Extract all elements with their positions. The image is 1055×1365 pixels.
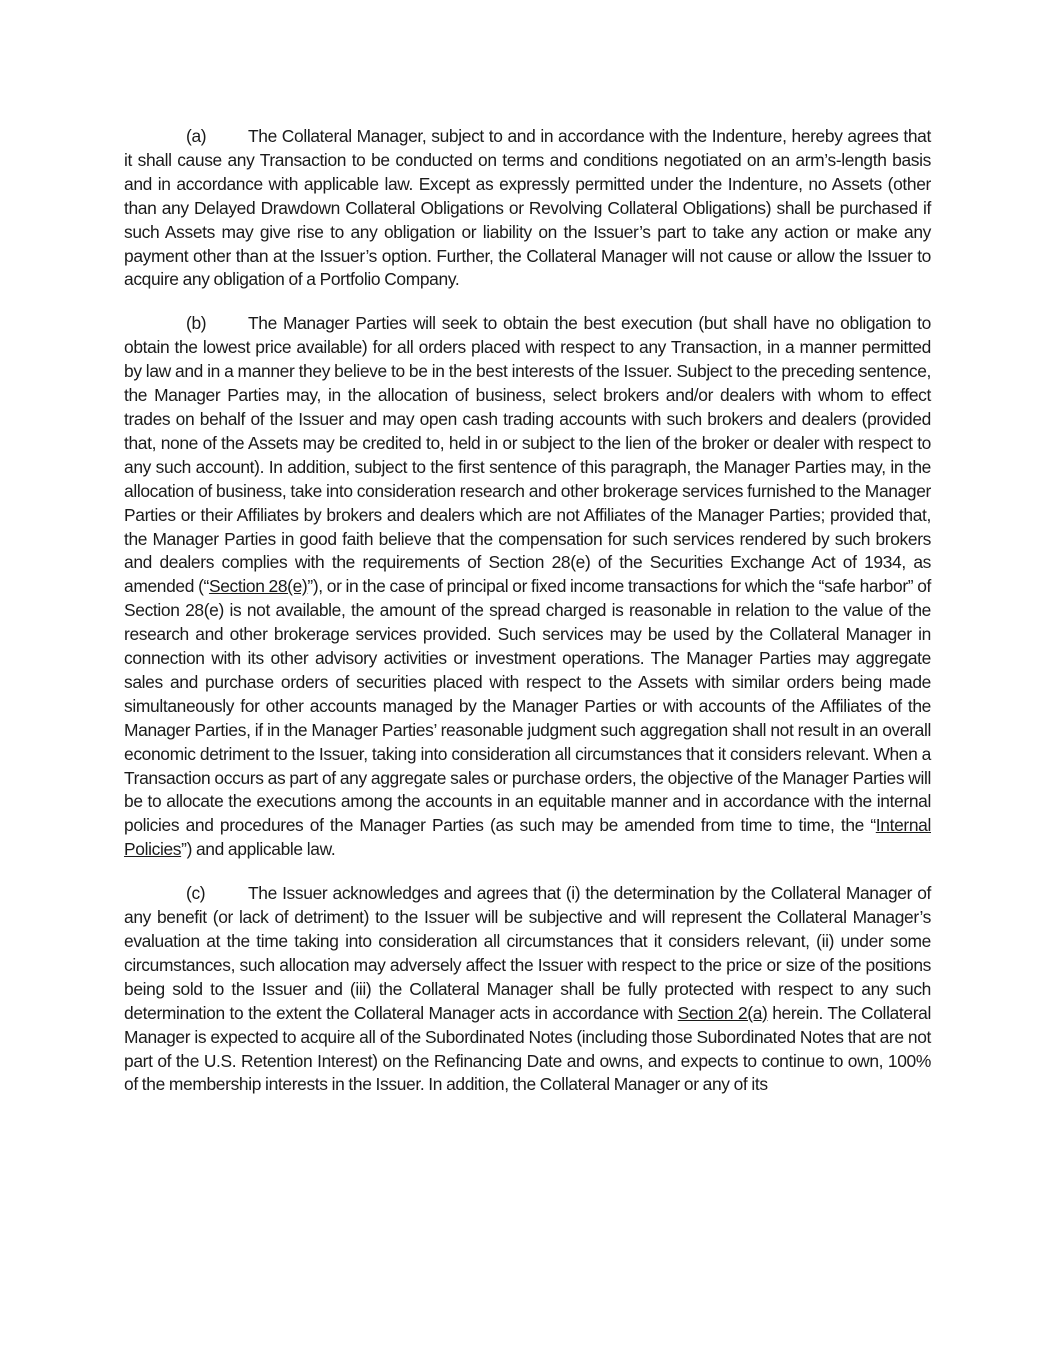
paragraph-a xyxy=(124,125,931,292)
document-page xyxy=(124,125,931,1117)
paragraph-text: ”), or in the case of principal or fixed income transactions for which the “safe harbor” of Section 28(e) is not available, the amount of the spread charged is reasonable in relation to the value of the research and other brokerage services provided. Such services may be used by the Collateral Manager in connection with its other advisory activities or investment operations. The Manager Parties may aggregate sales and purchase orders of securities placed with respect to the Assets with similar orders being made simultaneously for other accounts managed by the Manager Parties or with accounts of the Affiliates of the Manager Parties, if in the Manager Parties’ reasonable judgment such aggregation shall not result in an overall economic detriment to the Issuer, taking into consideration all circumstances that it considers relevant. When a Transaction occurs as part of any aggregate sales or purchase orders, the objective of the Manager Parties will be to allocate the executions among the accounts in an equitable manner and in accordance with the internal policies and procedures of the Manager Parties (as such may be amended from time to time, the “ xyxy=(124,576,932,836)
paragraph-text: herein. The Collateral Manager is expected to acquire all of the Subordinated Notes (including those Subordinated Notes that are not part of the U.S. Retention Interest) on the Refinancing Date and owns, and expects to continue to own, 100% of the membership interests in the Issuer. In addition, the Collateral Manager or any of its xyxy=(124,1002,931,1095)
defined-term-section-28e: Section 28(e) xyxy=(208,576,308,597)
paragraph-text: The Collateral Manager, subject to and in accordance with the Indenture, hereby agrees that it shall cause any Transaction to be conducted on terms and conditions negotiated on an arm’s-length basis and in accordance with applicable law. Except as expressly permitted under the Indenture, no Assets (other than any Delayed Drawdown Collateral Obligations or Revolving Collateral Obligations) shall be purchased if such Assets may give rise to any obligation or liability on the Issuer’s part to take any action or make any payment other than at the Issuer’s option. Further, the Collateral Manager will not cause or allow the Issuer to acquire any obligation of a Portfolio Company. xyxy=(124,126,931,290)
paragraph-c xyxy=(124,882,931,1097)
cross-reference-section-2a: Section 2(a) xyxy=(677,1002,768,1023)
paragraph-label: (b) xyxy=(186,313,207,334)
paragraph-b xyxy=(124,312,931,862)
paragraph-label: (c) xyxy=(186,883,206,904)
paragraph-text: The Manager Parties will seek to obtain the best execution (but shall have no obligation to obtain the lowest price available) for all orders placed with respect to any Transaction, in a manner permitted by law and in a manner they believe to be in the best interests of the Issuer. Subject to the preceding sentence, the Manager Parties may, in the allocation of business, select brokers and/or dealers with whom to effect trades on behalf of the Issuer and may open cash trading accounts with such brokers and dealers (provided that, none of the Assets may be credited to, held in or subject to the lien of the broker or dealer with respect to any such account). In addition, subject to the first sentence of this paragraph, the Manager Parties may, in the allocation of business, take into consideration research and other brokerage services furnished to the Manager Parties or their Affiliates by brokers and dealers which are not Affiliates of the Manager Parties; provided that, the Manager Parties in good faith believe that the compensation for such services rendered by such brokers and dealers complies with the requirements of Section 28(e) of the Securities Exchange Act of 1934, as amended (“ xyxy=(124,313,931,597)
defined-term-internal-policies: Internal Policies xyxy=(124,815,931,860)
paragraph-label: (a) xyxy=(186,126,207,146)
paragraph-text: ”) and applicable law. xyxy=(181,839,336,860)
paragraph-text: The Issuer acknowledges and agrees that (i) the determination by the Collateral Manager of any benefit (or lack of detriment) to the Issuer will be subjective and will represent the Collateral Manager’s evaluation at the time taking into consideration all circumstances that it considers relevant, (ii) under some circumstances, such allocation may adversely affect the Issuer with respect to the price or size of the positions being sold to the Issuer and (iii) the Collateral Manager shall be fully protected with respect to any such determination to the extent the Collateral Manager acts in accordance with xyxy=(124,883,931,1023)
